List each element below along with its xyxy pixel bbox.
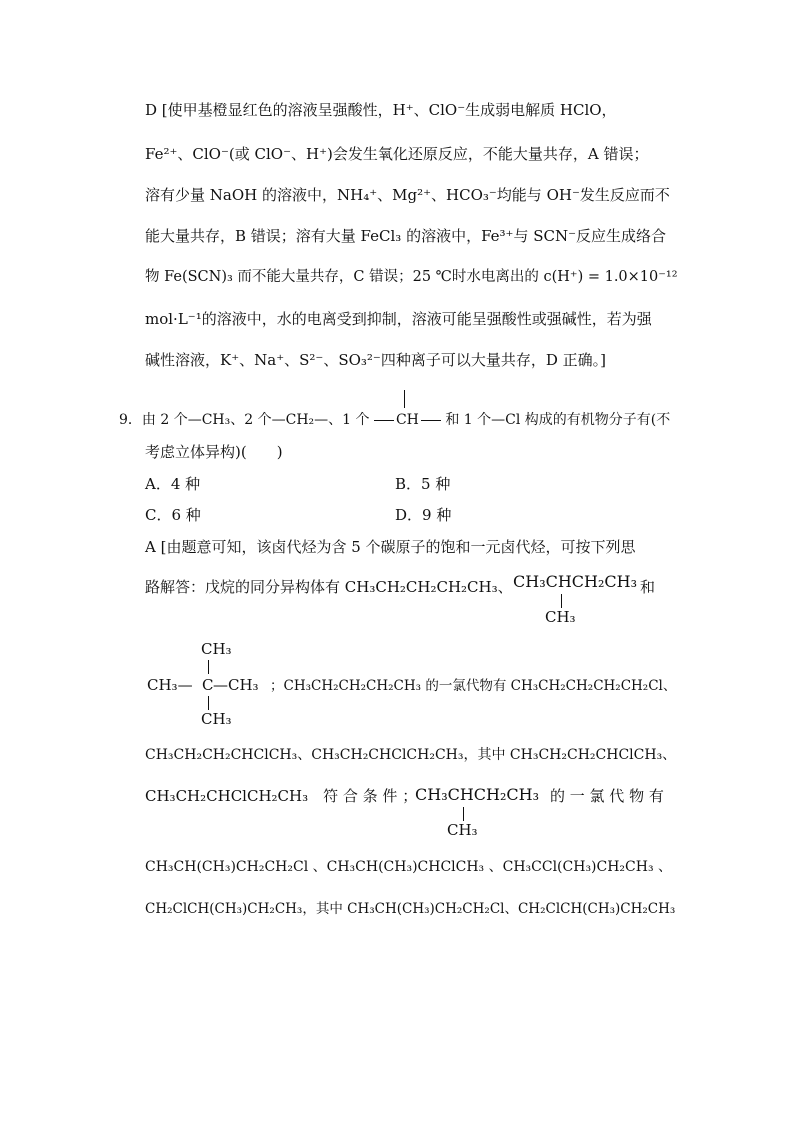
question9-line-1 bbox=[119, 410, 670, 430]
answer9-and: 和 bbox=[640, 578, 656, 596]
answer9-line-3: ；CH₃CH₂CH₂CH₂CH₃ 的一氯代物有 CH₃CH₂CH₂CH₂CH₂Cl、 bbox=[270, 678, 677, 694]
neopentane-structure bbox=[145, 640, 275, 730]
isopentane-branch: CH₃ bbox=[545, 608, 576, 626]
neopentane-right: —CH₃ bbox=[213, 676, 259, 694]
isopentane2-branch-bond bbox=[463, 807, 464, 821]
prev-answer-line-7: 碱性溶液，K⁺、Na⁺、S²⁻、SO₃²⁻四种离子可以大量共存，D 正确。] bbox=[145, 351, 606, 369]
option-a[interactable]: A．4 种 bbox=[145, 475, 201, 493]
neopentane-left: CH₃— bbox=[147, 676, 193, 694]
prev-answer-line-4: 能大量共存，B 错误；溶有大量 FeCl₃ 的溶液中，Fe³⁺与 SCN⁻反应生成络合 bbox=[145, 227, 667, 245]
answer9-line-7: CH₂ClCH(CH₃)CH₂CH₃，其中 CH₃CH(CH₃)CH₂CH₂Cl、CH₂ClCH(CH₃)CH₂CH₃ bbox=[145, 901, 676, 917]
option-c[interactable]: C．6 种 bbox=[145, 506, 201, 524]
ch-label: CH bbox=[395, 412, 419, 428]
question9-line-2: 考虑立体异构)( ) bbox=[145, 443, 283, 461]
neopentane-bottom: CH₃ bbox=[201, 710, 232, 728]
isopentane-structure-2 bbox=[415, 785, 555, 845]
neopentane-top-bond bbox=[208, 660, 209, 674]
ch-right-bond bbox=[421, 420, 441, 421]
answer9-line-4: CH₃CH₂CH₂CHClCH₃、CH₃CH₂CHClCH₂CH₃，其中 CH₃CH₂CH₂CHClCH₃、 bbox=[145, 747, 677, 763]
isopentane-main-chain: CH₃CHCH₂CH₃ bbox=[513, 572, 638, 591]
answer9-line-5-a: CH₃CH₂CHClCH₂CH₃ 符 合 条 件 ； bbox=[145, 787, 418, 805]
answer9-line-6: CH₃CH(CH₃)CH₂CH₂Cl 、CH₃CH(CH₃)CHClCH₃ 、CH₃CCl(CH₃)CH₂CH₃ 、 bbox=[145, 859, 673, 875]
prev-answer-line-5: 物 Fe(SCN)₃ 而不能大量共存，C 错误；25 ℃时水电离出的 c(H⁺) = 1.0×10⁻¹² bbox=[145, 269, 678, 285]
neopentane-top: CH₃ bbox=[201, 640, 232, 658]
prev-answer-line-6: mol·L⁻¹的溶液中，水的电离受到抑制，溶液可能呈强酸性或强碱性，若为强 bbox=[145, 310, 652, 328]
isopentane-branch-bond bbox=[561, 594, 562, 608]
prev-answer-line-3: 溶有少量 NaOH 的溶液中，NH₄⁺、Mg²⁺、HCO₃⁻均能与 OH⁻发生反应而不 bbox=[145, 186, 670, 204]
neopentane-bottom-bond bbox=[208, 696, 209, 710]
ch-left-bond bbox=[374, 420, 394, 421]
answer9-line-1: A [由题意可知，该卤代烃为含 5 个碳原子的饱和一元卤代烃，可按下列思 bbox=[145, 538, 636, 556]
prev-answer-line-2: Fe²⁺、ClO⁻(或 ClO⁻、H⁺)会发生氧化还原反应，不能大量共存，A 错误； bbox=[145, 145, 649, 163]
question9-stem-part-a: 9．由 2 个—CH₃、2 个—CH₂—、1 个 bbox=[119, 412, 370, 428]
answer9-line-2: 路解答：戊烷的同分异构体有 CH₃CH₂CH₂CH₂CH₃、 bbox=[145, 578, 513, 596]
answer9-line-5-b: 的 一 氯 代 物 有 bbox=[550, 787, 664, 805]
prev-answer-line-1: D [使甲基橙显红色的溶液呈强酸性，H⁺、ClO⁻生成弱电解质 HClO， bbox=[145, 101, 617, 119]
ch-top-bond bbox=[404, 390, 405, 408]
question9-stem-part-b: 和 1 个—Cl 构成的有机物分子有(不 bbox=[445, 412, 671, 428]
option-d[interactable]: D．9 种 bbox=[395, 506, 452, 524]
isopentane2-branch: CH₃ bbox=[447, 821, 478, 839]
option-b[interactable]: B．5 种 bbox=[395, 475, 451, 493]
isopentane2-main-chain: CH₃CHCH₂CH₃ bbox=[415, 785, 540, 804]
isopentane-structure bbox=[513, 572, 643, 632]
neopentane-center: C bbox=[202, 676, 214, 694]
ch-group bbox=[374, 410, 441, 430]
